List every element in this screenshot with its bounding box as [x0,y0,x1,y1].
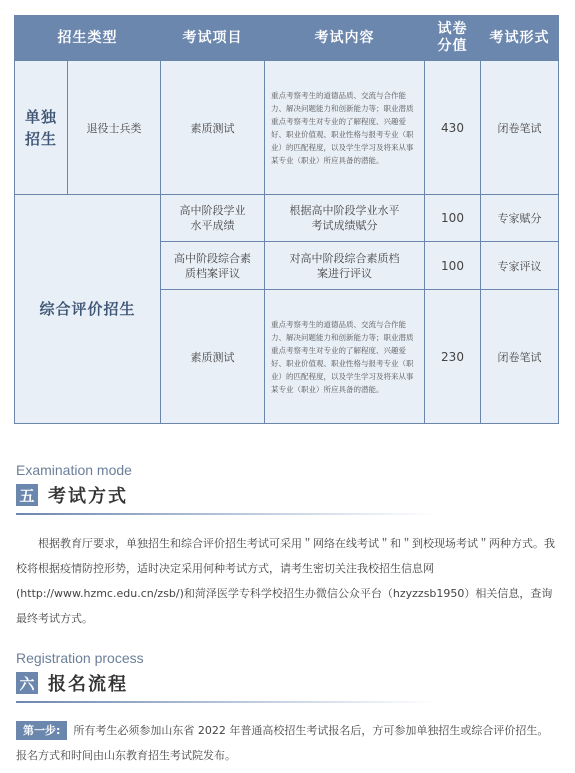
comp-score-3: 230 [425,290,481,424]
single-score: 430 [425,61,481,195]
single-exam-form: 闭卷笔试 [481,61,559,195]
comp-exam-form-1: 专家赋分 [481,195,559,242]
header-exam-content: 考试内容 [265,16,425,61]
comprehensive-admission-type: 综合评价招生 [15,195,161,424]
single-admission-type: 单独招生 [15,61,68,195]
comp-exam-content-1: 根据高中阶段学业水平考试成绩赋分 [265,195,425,242]
section-5-title: 考试方式 [48,486,128,507]
comp-exam-form-2: 专家评议 [481,242,559,290]
section-6-divider [16,701,436,703]
section-5-paragraph: 根据教育厅要求，单独招生和综合评价招生考试可采用＂网络在线考试＂和＂到校现场考试＂两种方式。我校将根据疫情防控形势，适时决定采用何种考试方式，请考生密切关注我校招生信息网(http://www.hzmc.edu.cn/zsb/)和菏泽医学专科学校招生办微信公众平台（hzyzzsb1950）相关信息，查询最终考试方式。 [16,537,555,625]
comp-exam-item-2: 高中阶段综合素质档案评议 [161,242,265,290]
section-6-title: 报名流程 [48,674,128,695]
comp-exam-form-3: 闭卷笔试 [481,290,559,424]
comp-exam-content-2: 对高中阶段综合素质档案进行评议 [265,242,425,290]
admission-exam-table [14,15,559,424]
single-admission-subtype: 退役士兵类 [68,61,161,195]
section-5-number-badge: 五 [16,484,38,506]
comp-score-1: 100 [425,195,481,242]
header-admission-type: 招生类型 [15,16,161,61]
section-5-divider [16,513,436,515]
comp-exam-item-1: 高中阶段学业水平成绩 [161,195,265,242]
section-registration-process [16,650,144,696]
section-6-number-badge: 六 [16,672,38,694]
section-6-english-title: Registration process [16,650,144,666]
header-score: 试卷分值 [425,16,481,61]
single-exam-item: 素质测试 [161,61,265,195]
comp-exam-content-3: 重点考察考生的道德品质、交流与合作能力、解决问题能力和创新能力等；职业潜质重点考察考生对专业的了解程度、兴趣爱好、职业价值观、职业性格与报考专业（职业）的匹配程度，以及学生学习及将来从事某专业（职业）所应具备的潜能。 [265,290,425,424]
section-exam-mode [16,462,132,508]
header-exam-item: 考试项目 [161,16,265,61]
step-1-paragraph [16,718,559,768]
step-1-label: 第一步: [16,721,67,740]
single-exam-content: 重点考察考生的道德品质、交流与合作能力、解决问题能力和创新能力等；职业潜质重点考察考生对专业的了解程度、兴趣爱好、职业价值观、职业性格与报考专业（职业）的匹配程度，以及学生学习及将来从事某专业（职业）所应具备的潜能。 [265,61,425,195]
comp-exam-item-3: 素质测试 [161,290,265,424]
comp-score-2: 100 [425,242,481,290]
section-5-english-title: Examination mode [16,462,132,478]
step-1-text: 所有考生必须参加山东省 2022 年普通高校招生考试报名后，方可参加单独招生或综合评价招生。报名方式和时间由山东教育招生考试院发布。 [16,724,549,762]
header-exam-form: 考试形式 [481,16,559,61]
